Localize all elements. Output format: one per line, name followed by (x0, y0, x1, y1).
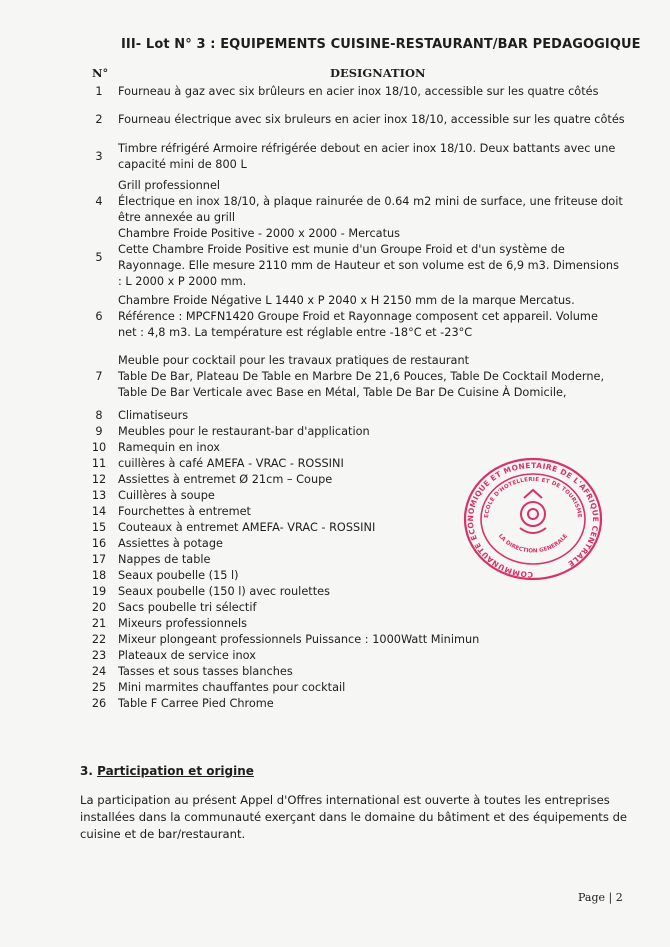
item-number: 4 (95, 195, 103, 208)
item-number: 25 (91, 681, 107, 694)
item-row (80, 696, 640, 712)
item-number: 11 (91, 457, 107, 470)
stamp-emblem-icon (520, 490, 546, 533)
item-designation (118, 600, 640, 616)
item-designation-line: Table De Bar Verticale avec Base en Métal, Table De Bar De Cuisine À Domicile, (118, 386, 567, 399)
item-designation-line: Mixeur plongeant professionnels Puissance : 1000Watt Minimun (118, 633, 480, 646)
item-designation-line: Cette Chambre Froide Positive est munie d'un Groupe Froid et d'un système de (118, 243, 565, 256)
item-designation-line: Seaux poubelle (150 l) avec roulettes (118, 585, 330, 598)
item-row (80, 440, 640, 456)
lot-title: III- Lot N° 3 : EQUIPEMENTS CUISINE-RESTAURANT/BAR PEDAGOGIQUE (121, 37, 641, 52)
item-number: 5 (95, 251, 103, 264)
item-number: 16 (91, 537, 107, 550)
item-designation (118, 648, 640, 664)
item-designation (118, 440, 640, 456)
item-designation (118, 664, 640, 680)
item-designation-line: Plateaux de service inox (118, 649, 256, 662)
page-number: Page | 2 (578, 891, 623, 904)
item-designation-line: Chambre Froide Négative L 1440 x P 2040 x H 2150 mm de la marque Mercatus. (118, 294, 575, 307)
item-designation (118, 408, 640, 424)
item-number: 13 (91, 489, 107, 502)
item-number: 22 (91, 633, 107, 646)
item-designation (118, 616, 640, 632)
items-list (80, 82, 640, 712)
item-row (80, 408, 640, 424)
item-designation-line: Fourchettes à entremet (118, 505, 251, 518)
item-row (80, 176, 640, 228)
item-designation-line: Table De Bar, Plateau De Table en Marbre De 21,6 Pouces, Table De Cocktail Moderne, (118, 370, 605, 383)
section-heading-text: Participation et origine (97, 764, 254, 778)
section-body-line: installées dans la communauté exerçant dans le domaine du bâtiment et des équipements de (80, 810, 628, 824)
item-number: 12 (91, 473, 107, 486)
item-number: 21 (91, 617, 107, 630)
item-designation-line: Mixeurs professionnels (118, 617, 247, 630)
item-row (80, 680, 640, 696)
item-number: 18 (91, 569, 107, 582)
item-designation-line: capacité mini de 800 L (118, 158, 247, 171)
item-row (80, 632, 640, 648)
item-number: 20 (91, 601, 107, 614)
item-designation-line: Électrique en inox 18/10, à plaque rainurée de 0.64 m2 mini de surface, une friteuse doit (118, 195, 623, 208)
column-header-designation: DESIGNATION (330, 66, 426, 80)
item-designation-line: Chambre Froide Positive - 2000 x 2000 - Mercatus (118, 227, 401, 240)
item-row (80, 138, 640, 176)
item-designation-line: Nappes de table (118, 553, 211, 566)
item-number: 6 (95, 310, 103, 323)
item-designation-line: Tasses et sous tasses blanches (118, 665, 293, 678)
item-designation-line: Ramequin en inox (118, 441, 220, 454)
item-number: 9 (95, 425, 103, 438)
item-designation-line: net : 4,8 m3. La température est réglable entre -18°C et -23°C (118, 326, 473, 339)
item-designation (118, 632, 640, 648)
item-designation-line: Table F Carree Pied Chrome (118, 697, 274, 710)
item-number: 17 (91, 553, 107, 566)
item-designation-line: Référence : MPCFN1420 Groupe Froid et Rayonnage composent cet appareil. Volume (118, 310, 598, 323)
item-number: 8 (95, 409, 103, 422)
item-designation (118, 680, 640, 696)
section-heading (80, 764, 254, 778)
item-row (80, 346, 640, 408)
item-designation-line: Meubles pour le restaurant-bar d'application (118, 425, 370, 438)
item-designation-line: Sacs poubelle tri sélectif (118, 601, 257, 614)
item-designation (118, 84, 640, 100)
section-body-line: cuisine et de bar/restaurant. (80, 827, 246, 841)
item-designation (118, 178, 640, 226)
item-row (80, 584, 640, 600)
item-designation-line: Mini marmites chauffantes pour cocktail (118, 681, 346, 694)
item-designation (118, 424, 640, 440)
item-number: 10 (91, 441, 107, 454)
item-designation-line: Assiettes à potage (118, 537, 223, 550)
item-designation (118, 112, 640, 128)
item-designation-line: être annexée au grill (118, 211, 236, 224)
item-designation-line: Climatiseurs (118, 409, 189, 422)
item-number: 23 (91, 649, 107, 662)
item-designation (118, 226, 640, 290)
item-designation-line: Meuble pour cocktail pour les travaux pratiques de restaurant (118, 354, 470, 367)
item-number: 1 (95, 85, 103, 98)
item-number: 14 (91, 505, 107, 518)
item-row (80, 664, 640, 680)
item-designation-line: Rayonnage. Elle mesure 2110 mm de Hauteur et son volume est de 6,9 m3. Dimensions (118, 259, 619, 272)
item-designation (118, 293, 640, 341)
item-designation-line: Grill professionnel (118, 179, 221, 192)
item-designation (118, 141, 640, 173)
item-row (80, 288, 640, 346)
item-designation-line: Fourneau électrique avec six bruleurs en acier inox 18/10, accessible sur les quatre côtés (118, 113, 625, 126)
item-row (80, 424, 640, 440)
stamp-bottom-text (497, 533, 569, 554)
item-designation-line: Timbre réfrigéré Armoire réfrigérée debout en acier inox 18/10. Deux battants avec une (118, 142, 616, 155)
stamp-inner-text (484, 477, 582, 518)
item-number: 19 (91, 585, 107, 598)
item-row (80, 648, 640, 664)
item-designation-line: Fourneau à gaz avec six brûleurs en acier inox 18/10, accessible sur les quatre côtés (118, 85, 599, 98)
item-row (80, 616, 640, 632)
official-stamp (462, 456, 604, 582)
item-designation-line: : L 2000 x P 2000 mm. (118, 275, 247, 288)
section-body-line: La participation au présent Appel d'Offres international est ouverte à toutes les entreprises (80, 793, 610, 807)
item-designation-line: Seaux poubelle (15 l) (118, 569, 239, 582)
item-number: 26 (91, 697, 107, 710)
item-row (80, 102, 640, 138)
section-number: 3. (80, 764, 93, 778)
item-number: 3 (95, 150, 103, 163)
item-row (80, 600, 640, 616)
section-body (80, 792, 640, 843)
item-designation (118, 353, 640, 401)
item-designation-line: Couteaux à entremet AMEFA- VRAC - ROSSINI (118, 521, 376, 534)
item-designation-line: Assiettes à entremet Ø 21cm – Coupe (118, 473, 333, 486)
item-designation-line: Cuillères à soupe (118, 489, 215, 502)
item-row (80, 82, 640, 102)
item-number: 7 (95, 370, 103, 383)
stamp-bottom-textpath: LA DIRECTION GENERALE (496, 533, 570, 555)
item-designation-line: cuillères à café AMEFA - VRAC - ROSSINI (118, 457, 344, 470)
stamp-inner-textpath: ECOLE D'HOTELLERIE ET DE TOURISME (483, 476, 583, 519)
item-designation (118, 584, 640, 600)
column-header-number: N° (92, 66, 109, 80)
stamp-outer-textpath: COMMUNAUTE ECONOMIQUE ET MONETAIRE DE L'AFRIQUE CENTRALE (465, 460, 601, 580)
item-number: 15 (91, 521, 107, 534)
item-number: 2 (95, 113, 103, 126)
item-number: 24 (91, 665, 107, 678)
item-row (80, 228, 640, 288)
item-designation (118, 696, 640, 712)
